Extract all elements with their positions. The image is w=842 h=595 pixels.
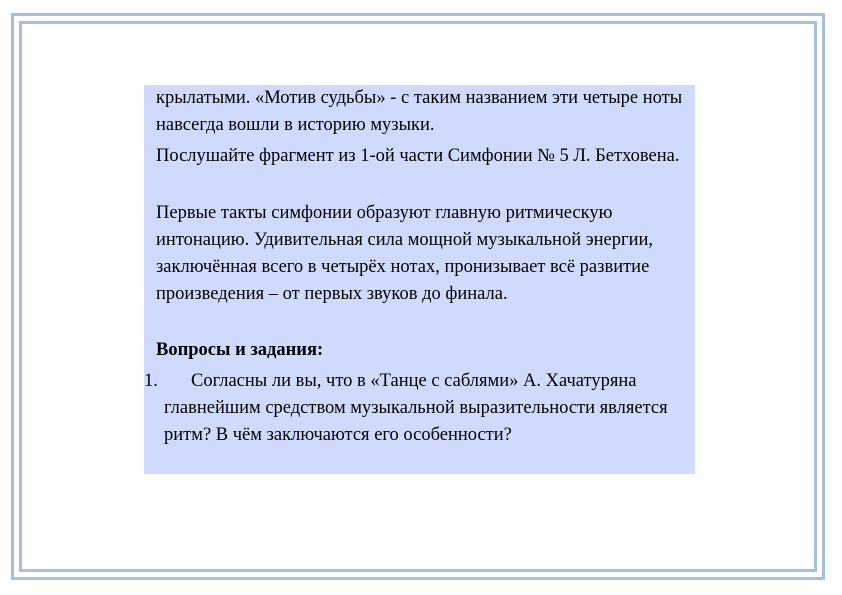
list-item-text: Согласны ли вы, что в «Танце с саблями» А. Хачатуряна главнейшим средством музыкальной выразительности является ритм? В чём заключаются его особенности? <box>164 371 668 445</box>
paragraph-motif-of-fate: крылатыми. «Мотив судьбы» - с таким названием эти четыре ноты навсегда вошли в историю музыки. <box>156 88 683 135</box>
paragraph-rhythmic-intonation: Первые такты симфонии образуют главную ритмическую интонацию. Удивительная сила мощной музыкальной энергии, заключённая всего в четырёх нотах, пронизывает всё развитие произведения – от первых звуков до финала. <box>156 203 654 304</box>
paragraph-listen-fragment: Послушайте фрагмент из 1-ой части Симфонии № 5 Л. Бетховена. <box>156 146 680 166</box>
list-item-number: 1. <box>144 371 158 391</box>
text-block <box>144 85 695 474</box>
questions-heading: Вопросы и задания: <box>156 340 324 360</box>
